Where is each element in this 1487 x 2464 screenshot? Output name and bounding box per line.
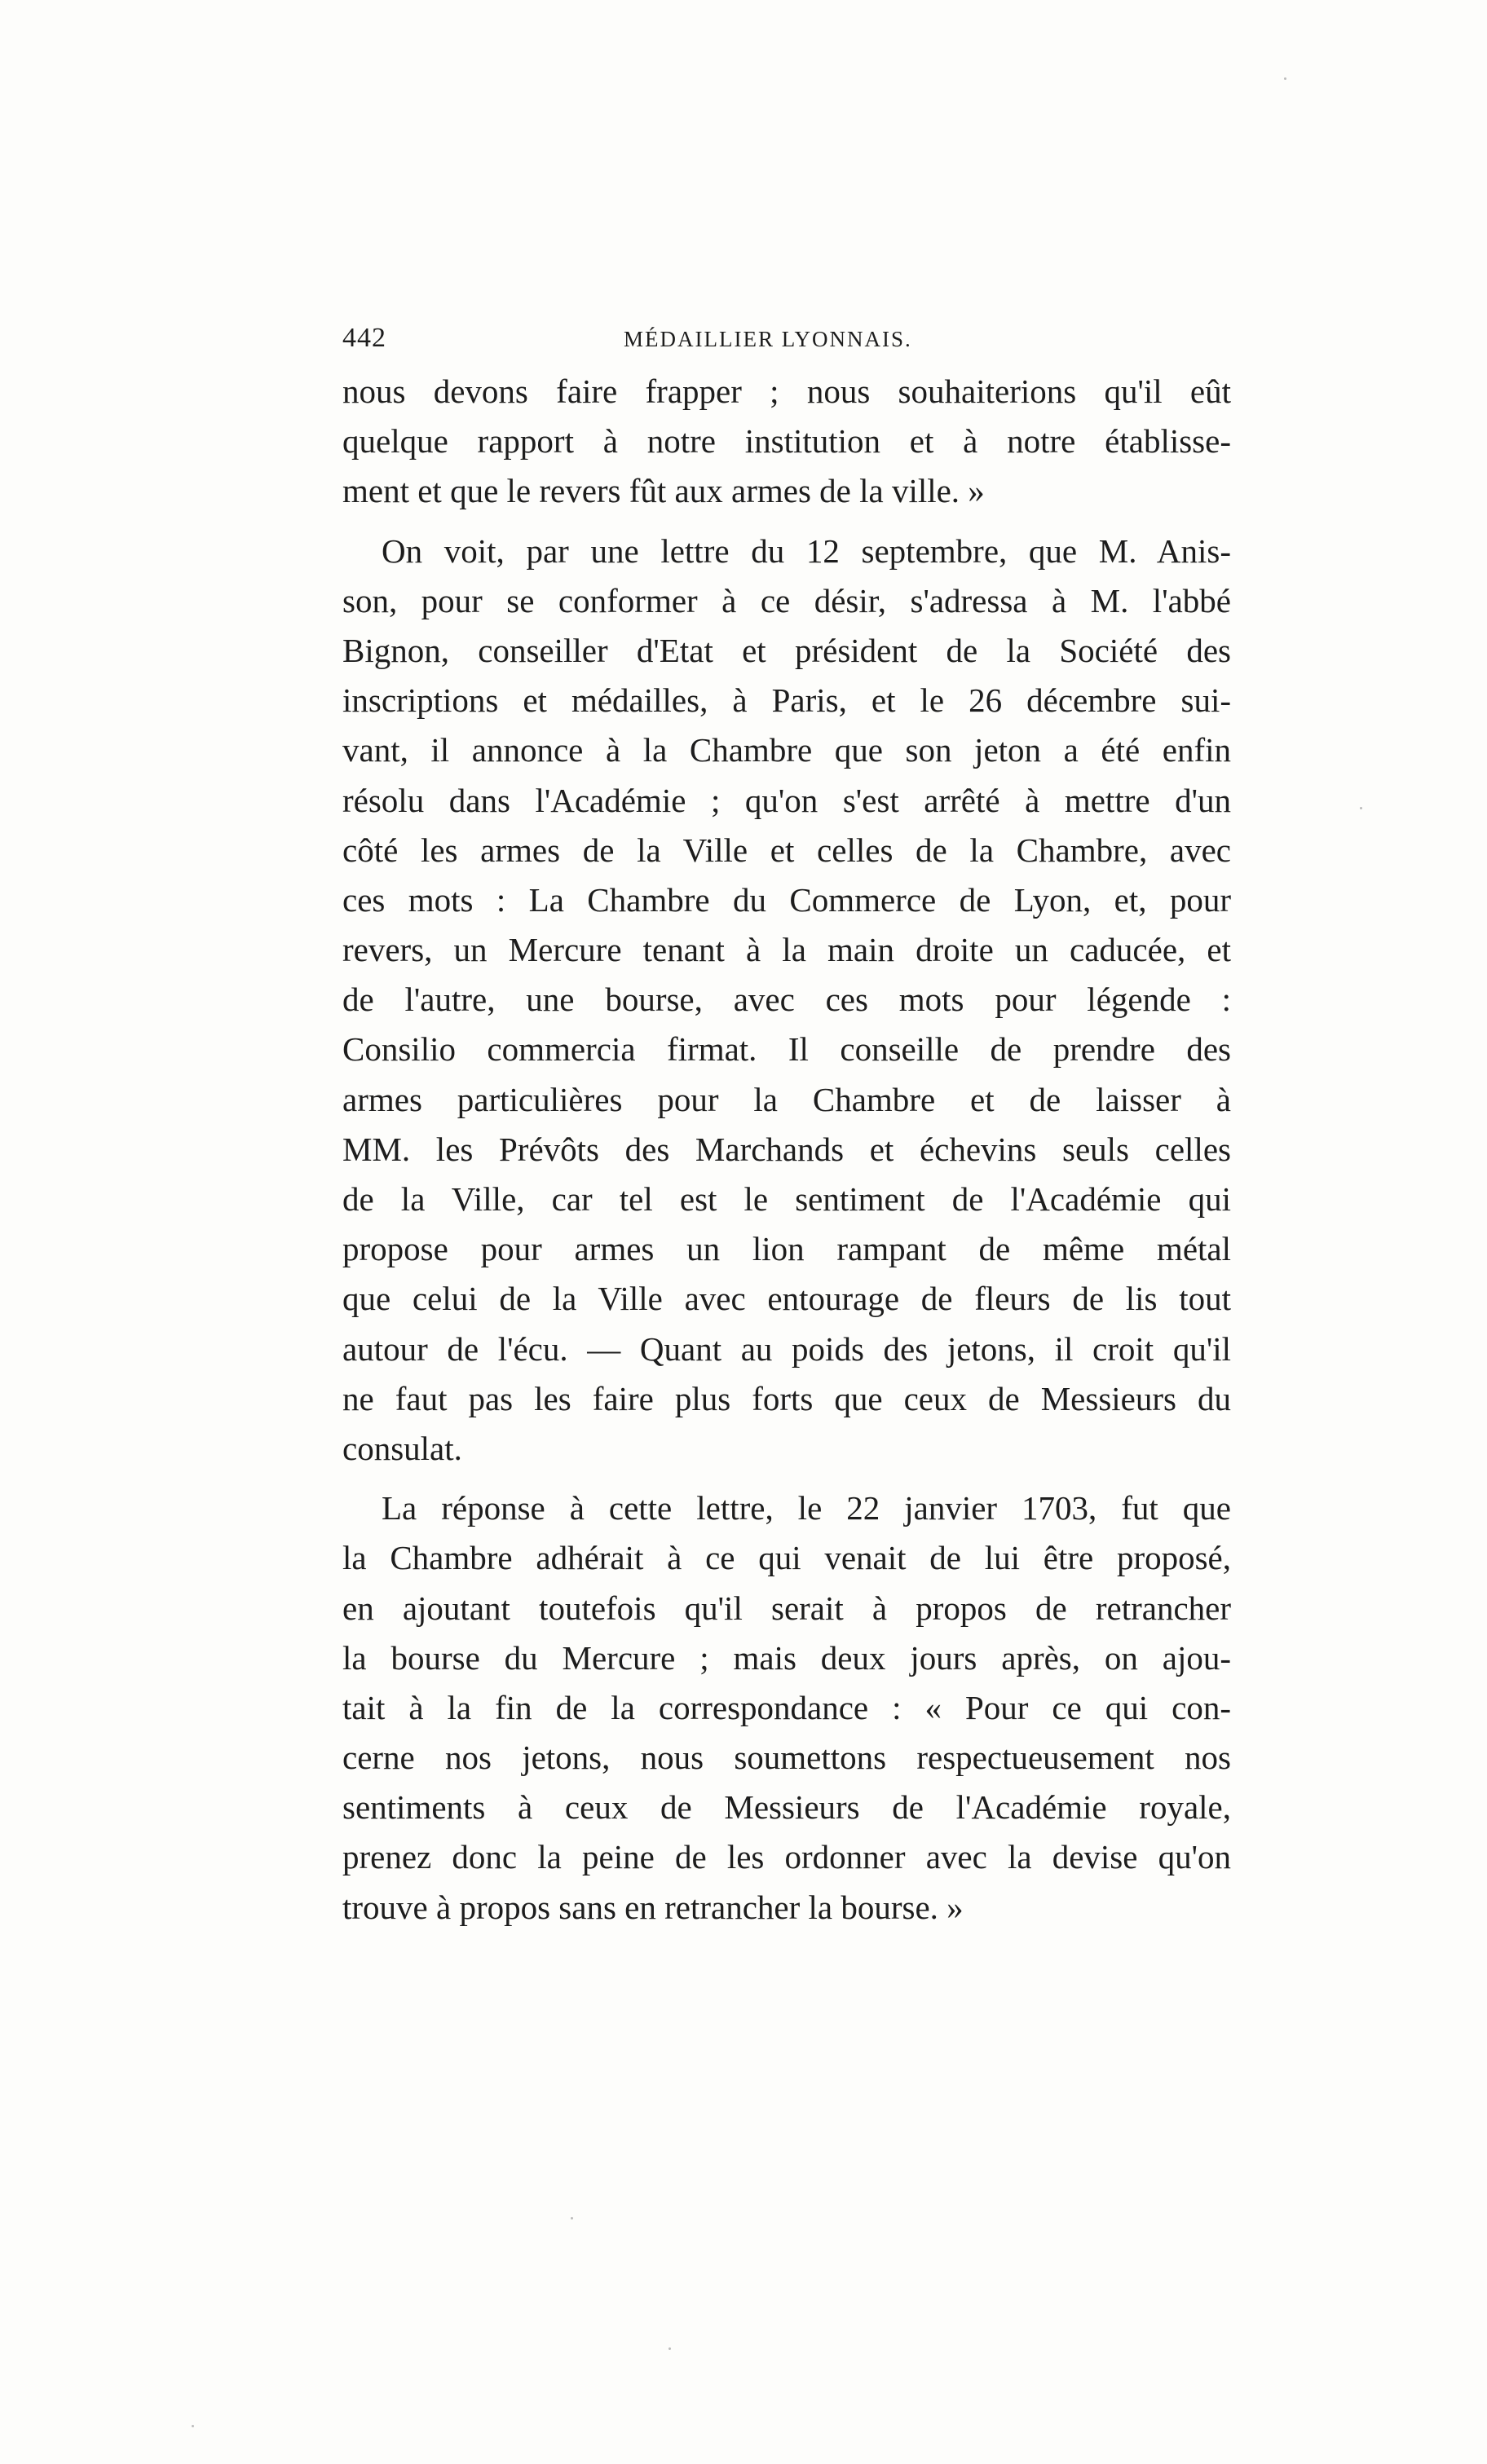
text-line: nous devons faire frapper ; nous souhaiterions qu'il eût xyxy=(342,372,1231,410)
text-line: prenez donc la peine de les ordonner avec la devise qu'on xyxy=(342,1838,1231,1876)
paper-speck xyxy=(192,2425,194,2427)
text-line: ces mots : La Chambre du Commerce de Lyon, et, pour xyxy=(342,880,1231,919)
text-line: propose pour armes un lion rampant de même métal xyxy=(342,1230,1231,1268)
text-line: Consilio commercia firmat. Il conseille de prendre des xyxy=(342,1030,1231,1069)
text-line: inscriptions et médailles, à Paris, et le 26 décembre sui- xyxy=(342,681,1231,720)
body-text xyxy=(342,367,1231,1933)
text-line: tait à la fin de la correspondance : « Pour ce qui con- xyxy=(342,1688,1231,1726)
text-line: quelque rapport à notre institution et à notre établisse- xyxy=(342,422,1231,461)
text-line: la bourse du Mercure ; mais deux jours après, on ajou- xyxy=(342,1638,1231,1677)
page-header xyxy=(342,318,1231,359)
text-line: La réponse à cette lettre, le 22 janvier 1703, fut que xyxy=(382,1489,1231,1527)
text-line: ne faut pas les faire plus forts que ceux de Messieurs du xyxy=(342,1379,1231,1417)
text-line: côté les armes de la Ville et celles de la Chambre, avec xyxy=(342,831,1231,869)
text-line: résolu dans l'Académie ; qu'on s'est arrêté à mettre d'un xyxy=(342,781,1231,819)
text-line: MM. les Prévôts des Marchands et échevins seuls celles xyxy=(342,1130,1231,1168)
text-line: On voit, par une lettre du 12 septembre, que M. Anis- xyxy=(382,531,1231,570)
paragraph-2 xyxy=(342,527,1231,1474)
text-line: trouve à propos sans en retrancher la bourse. » xyxy=(342,1888,964,1926)
text-line: Bignon, conseiller d'Etat et président de la Société des xyxy=(342,631,1231,669)
paragraph-1 xyxy=(342,367,1231,517)
running-head: MÉDAILLIER LYONNAIS. xyxy=(624,327,912,351)
text-line: de l'autre, une bourse, avec ces mots pour légende : xyxy=(342,981,1231,1019)
text-line: que celui de la Ville avec entourage de fleurs de lis tout xyxy=(342,1280,1231,1318)
text-line: en ajoutant toutefois qu'il serait à propos de retrancher xyxy=(342,1589,1231,1627)
paper-speck xyxy=(1284,77,1286,80)
text-line: ment et que le revers fût aux armes de la ville. » xyxy=(342,472,985,510)
text-line: son, pour se conformer à ce désir, s'adressa à M. l'abbé xyxy=(342,581,1231,619)
text-line: autour de l'écu. — Quant au poids des jetons, il croit qu'il xyxy=(342,1329,1231,1368)
page-number: 442 xyxy=(342,323,386,353)
text-line: sentiments à ceux de Messieurs de l'Académie royale, xyxy=(342,1788,1231,1827)
paragraph-3 xyxy=(342,1483,1231,1933)
text-line: vant, il annonce à la Chambre que son jeton a été enfin xyxy=(342,731,1231,769)
text-line: la Chambre adhérait à ce qui venait de lui être proposé, xyxy=(342,1539,1231,1577)
paper-speck xyxy=(1360,807,1362,809)
text-line: armes particulières pour la Chambre et de laisser à xyxy=(342,1080,1231,1118)
paper-speck xyxy=(668,2347,671,2350)
text-line: consulat. xyxy=(342,1429,462,1467)
text-line: cerne nos jetons, nous soumettons respectueusement nos xyxy=(342,1739,1231,1777)
paper-speck xyxy=(571,2217,573,2219)
text-line: revers, un Mercure tenant à la main droite un caducée, et xyxy=(342,931,1231,969)
text-line: de la Ville, car tel est le sentiment de l'Académie qui xyxy=(342,1180,1231,1218)
